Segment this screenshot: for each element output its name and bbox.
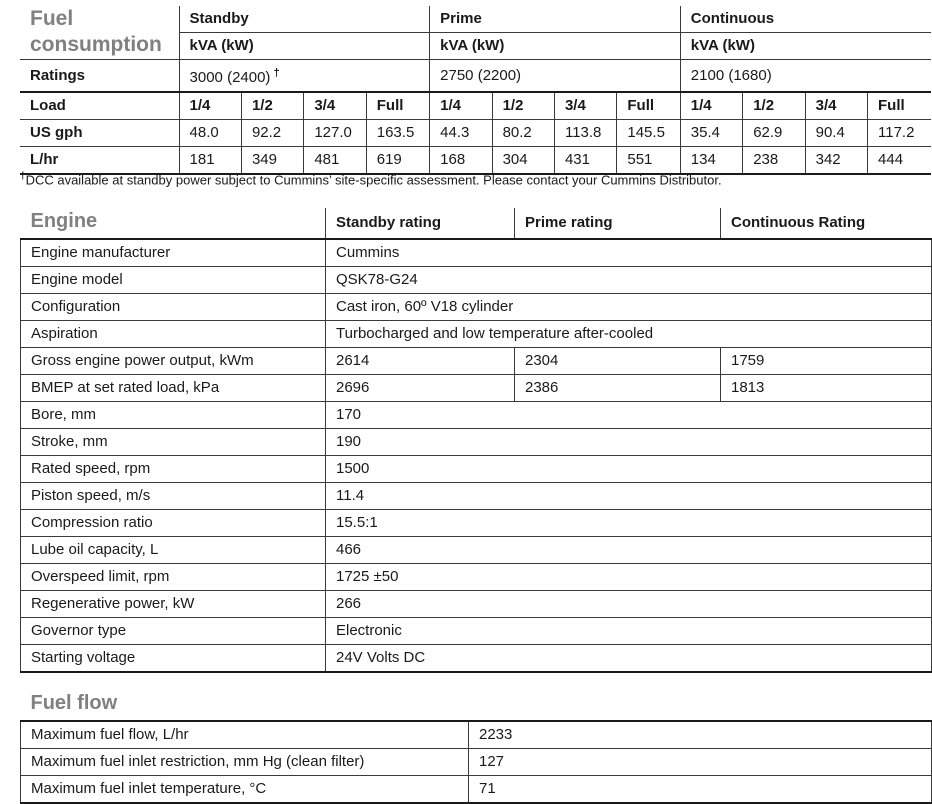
load-cell: 1/4 — [430, 92, 492, 120]
lhr-cell: 349 — [241, 147, 303, 175]
table-row: Gross engine power output, kWm 2614 2304 1759 — [21, 348, 932, 375]
engine-table — [20, 208, 932, 673]
continuous-column-header: Continuous — [680, 6, 931, 33]
us-gph-cell: 113.8 — [554, 120, 616, 147]
lhr-cell: 481 — [304, 147, 366, 175]
table-row: Aspiration Turbocharged and low temperature after-cooled — [21, 321, 932, 348]
table-row: Rated speed, rpm 1500 — [21, 456, 932, 483]
load-cell: 1/4 — [680, 92, 742, 120]
us-gph-cell: 48.0 — [179, 120, 241, 147]
fuel-consumption-table — [20, 6, 931, 175]
lhr-cell: 444 — [868, 147, 931, 175]
us-gph-cell: 35.4 — [680, 120, 742, 147]
standby-column-header: Standby — [179, 6, 430, 33]
us-gph-cell: 92.2 — [241, 120, 303, 147]
fuel-flow-section-title: Fuel flow — [30, 692, 118, 714]
fuel-flow-table — [20, 690, 932, 804]
us-gph-cell: 145.5 — [617, 120, 680, 147]
us-gph-cell: 62.9 — [743, 120, 805, 147]
load-cell: 3/4 — [304, 92, 366, 120]
us-gph-cell: 127.0 — [304, 120, 366, 147]
table-row: Configuration Cast iron, 60º V18 cylinder — [21, 294, 932, 321]
standby-unit: kVA (kW) — [179, 33, 430, 60]
ratings-label: Ratings — [20, 60, 179, 93]
load-cell: 1/2 — [743, 92, 805, 120]
load-cell: Full — [617, 92, 680, 120]
us-gph-label: US gph — [20, 120, 179, 147]
lhr-cell: 342 — [805, 147, 867, 175]
load-cell: 1/2 — [241, 92, 303, 120]
table-row: Maximum fuel inlet restriction, mm Hg (clean filter) 127 — [21, 749, 932, 776]
load-cell: 1/4 — [179, 92, 241, 120]
continuous-rating-header: Continuous Rating — [721, 208, 932, 239]
lhr-cell: 619 — [366, 147, 429, 175]
table-row: Maximum fuel inlet temperature, °C 71 — [21, 776, 932, 804]
table-row: BMEP at set rated load, kPa 2696 2386 1813 — [21, 375, 932, 402]
lhr-cell: 238 — [743, 147, 805, 175]
table-row: Regenerative power, kW 266 — [21, 591, 932, 618]
us-gph-cell: 163.5 — [366, 120, 429, 147]
prime-column-header: Prime — [430, 6, 681, 33]
standby-rating-header: Standby rating — [326, 208, 515, 239]
load-cell: 1/2 — [492, 92, 554, 120]
lhr-cell: 134 — [680, 147, 742, 175]
load-cell: 3/4 — [805, 92, 867, 120]
table-row: Engine model QSK78-G24 — [21, 267, 932, 294]
fuel-consumption-title: Fuel consumption — [20, 6, 179, 60]
us-gph-cell: 117.2 — [868, 120, 931, 147]
table-row: Maximum fuel flow, L/hr 2233 — [21, 721, 932, 749]
engine-section-title: Engine — [30, 210, 98, 232]
prime-rating-header: Prime rating — [515, 208, 721, 239]
load-cell: Full — [868, 92, 931, 120]
lhr-cell: 304 — [492, 147, 554, 175]
table-row: Engine manufacturer Cummins — [21, 239, 932, 267]
table-row: Bore, mm 170 — [21, 402, 932, 429]
footnote: †DCC available at standby power subject to Cummins’ site-specific assessment. Please contact your Cummins Distributor. — [20, 171, 722, 188]
us-gph-cell: 44.3 — [430, 120, 492, 147]
table-row: Piston speed, m/s 11.4 — [21, 483, 932, 510]
continuous-unit: kVA (kW) — [680, 33, 931, 60]
lhr-cell: 168 — [430, 147, 492, 175]
continuous-rating: 2100 (1680) — [680, 60, 931, 93]
table-row: Compression ratio 15.5:1 — [21, 510, 932, 537]
load-cell: 3/4 — [554, 92, 616, 120]
lhr-cell: 551 — [617, 147, 680, 175]
prime-rating: 2750 (2200) — [430, 60, 681, 93]
table-row: Governor type Electronic — [21, 618, 932, 645]
load-cell: Full — [366, 92, 429, 120]
lhr-cell: 431 — [554, 147, 616, 175]
table-row: Starting voltage 24V Volts DC — [21, 645, 932, 673]
us-gph-cell: 80.2 — [492, 120, 554, 147]
load-label: Load — [20, 92, 179, 120]
prime-unit: kVA (kW) — [430, 33, 681, 60]
standby-rating: 3000 (2400) † — [179, 60, 430, 93]
lhr-cell: 181 — [179, 147, 241, 175]
table-row: Stroke, mm 190 — [21, 429, 932, 456]
table-row: Lube oil capacity, L 466 — [21, 537, 932, 564]
table-row: Overspeed limit, rpm 1725 ±50 — [21, 564, 932, 591]
lhr-label: L/hr — [20, 147, 179, 175]
us-gph-cell: 90.4 — [805, 120, 867, 147]
